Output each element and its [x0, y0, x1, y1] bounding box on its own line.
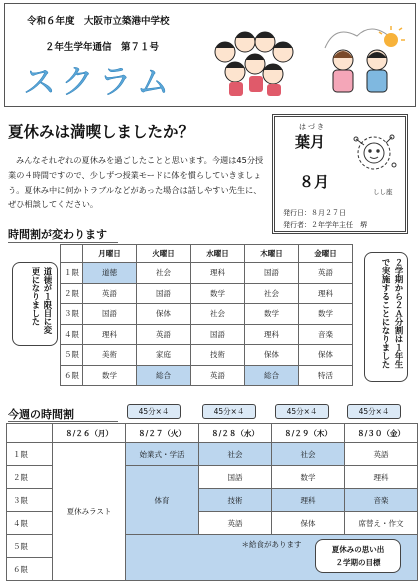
issue-info	[283, 207, 367, 231]
date-header: ８/２８（水）	[199, 424, 272, 443]
period-label: ２限	[61, 283, 83, 304]
table-cell: 保体	[272, 512, 345, 535]
day-header: 水曜日	[191, 245, 245, 263]
monday-cell: 夏休みラスト	[53, 443, 126, 581]
table-cell: 国語	[83, 304, 137, 325]
header-box	[4, 3, 416, 107]
table-cell: 理科	[299, 283, 353, 304]
issue-date: 発行日：８月２７日	[283, 209, 346, 217]
date-header: ８/２９（木）	[272, 424, 345, 443]
weekly-heading: 今週の時間割	[8, 408, 74, 421]
date-header: ８/３０（金）	[345, 424, 418, 443]
table-cell: 数学	[245, 304, 299, 325]
table-cell: 社会	[272, 443, 345, 466]
table-row	[61, 263, 353, 284]
table-cell: 数学	[299, 304, 353, 325]
lunch-note: ＊給食があります	[241, 540, 302, 549]
table-cell: 国語	[199, 466, 272, 489]
table-cell: 保体	[137, 304, 191, 325]
weekly-header-row	[7, 424, 418, 443]
table-cell: 社会	[199, 443, 272, 466]
table-cell: 保体	[245, 345, 299, 366]
table-cell: 国語	[137, 283, 191, 304]
table-cell: 総合	[137, 365, 191, 386]
issue-number: ２年生学年通信 第７１号	[45, 42, 160, 53]
duration-pill: 45分×４	[347, 404, 401, 419]
table-cell: 特活	[299, 365, 353, 386]
duration-pill: 45分×４	[127, 404, 181, 419]
table-cell: 英語	[199, 512, 272, 535]
duration-pill: 45分×４	[275, 404, 329, 419]
corner-cell	[7, 424, 53, 443]
table-cell: 理科	[191, 263, 245, 284]
table-cell: 道徳	[83, 263, 137, 284]
table-row	[61, 283, 353, 304]
table-cell: 音楽	[345, 489, 418, 512]
table-cell: 技術	[199, 489, 272, 512]
table-cell: 美術	[83, 345, 137, 366]
timetable-header-row	[61, 245, 353, 263]
table-cell: 音楽	[299, 324, 353, 345]
month-furigana: はづき	[299, 123, 326, 131]
table-cell: 英語	[299, 263, 353, 284]
table-cell: 総合	[245, 365, 299, 386]
masthead-title: スクラム	[23, 62, 175, 101]
timetable-heading-underline	[8, 242, 118, 243]
issuer: 発行者：２年学年主任 堺	[283, 221, 367, 229]
table-cell: 体育	[126, 466, 199, 535]
table-row	[61, 304, 353, 325]
corner-cell	[61, 245, 83, 263]
period-label: ５限	[7, 535, 53, 558]
table-cell: 英語	[191, 365, 245, 386]
period-label: ６限	[7, 558, 53, 581]
period-label: ３限	[61, 304, 83, 325]
table-cell: 英語	[137, 324, 191, 345]
period-label: １限	[61, 263, 83, 284]
table-cell: 国語	[245, 263, 299, 284]
period-label: ６限	[61, 365, 83, 386]
table-cell: 理科	[83, 324, 137, 345]
reflection-note	[315, 539, 401, 573]
table-cell: 数学	[83, 365, 137, 386]
table-cell: 始業式・学活	[126, 443, 199, 466]
table-cell: 社会	[137, 263, 191, 284]
table-cell: 社会	[245, 283, 299, 304]
timetable-heading: 時間割が変わります	[8, 228, 107, 241]
day-header: 木曜日	[245, 245, 299, 263]
table-cell: 理科	[345, 466, 418, 489]
table-cell: 保体	[299, 345, 353, 366]
day-header: 月曜日	[83, 245, 137, 263]
article-title: 夏休みは満喫しましたか？	[8, 123, 195, 141]
timetable	[60, 244, 353, 386]
table-row	[61, 324, 353, 345]
duration-pill: 45分×４	[202, 404, 256, 419]
weekly-heading-underline	[8, 421, 118, 422]
period-label: １限	[7, 443, 53, 466]
date-header: ８/２７（火）	[126, 424, 199, 443]
zodiac-sign: しし座	[373, 188, 393, 196]
table-row	[61, 365, 353, 386]
month-number: ８月	[299, 173, 330, 191]
table-cell: 理科	[272, 489, 345, 512]
day-header: 火曜日	[137, 245, 191, 263]
school-name: 令和６年度 大阪市立築港中学校	[27, 16, 170, 27]
table-cell: 技術	[191, 345, 245, 366]
period-label: ５限	[61, 345, 83, 366]
table-cell: 英語	[345, 443, 418, 466]
summer-kids-illustration	[317, 18, 409, 100]
article-body: みんなそれぞれの夏休みを過ごしたことと思います。今週は45分授業の４時間ですので、少しずつ授業モードに体を慣らしていきましょう。夏休み中に何かトラブルなどがあった場合は話しやすい先生に、ぜひ相談してください。	[8, 155, 264, 210]
table-cell: 理科	[245, 324, 299, 345]
period-label: ２限	[7, 466, 53, 489]
day-header: 金曜日	[299, 245, 353, 263]
table-row	[61, 345, 353, 366]
table-row	[7, 443, 418, 466]
table-cell: 国語	[191, 324, 245, 345]
table-cell: 数学	[272, 466, 345, 489]
table-cell: 社会	[191, 304, 245, 325]
note-left: 道徳が１限目に変更になりました	[12, 262, 58, 346]
table-cell: 英語	[83, 283, 137, 304]
period-label: ４限	[61, 324, 83, 345]
table-cell: 家庭	[137, 345, 191, 366]
date-header: ８/２６（月）	[53, 424, 126, 443]
reflection-note-text: 夏休みの思い出 ２学期の目標	[331, 545, 385, 567]
table-cell: 数学	[191, 283, 245, 304]
month-name: 葉月	[295, 133, 326, 151]
students-illustration	[203, 18, 303, 98]
month-box	[272, 114, 408, 234]
note-right: ２学期から２Ａ分割は１年生で実施することになりました	[364, 252, 408, 382]
period-label: ４限	[7, 512, 53, 535]
lion-icon	[348, 129, 400, 177]
period-label: ３限	[7, 489, 53, 512]
table-cell: 席替え・作文	[345, 512, 418, 535]
